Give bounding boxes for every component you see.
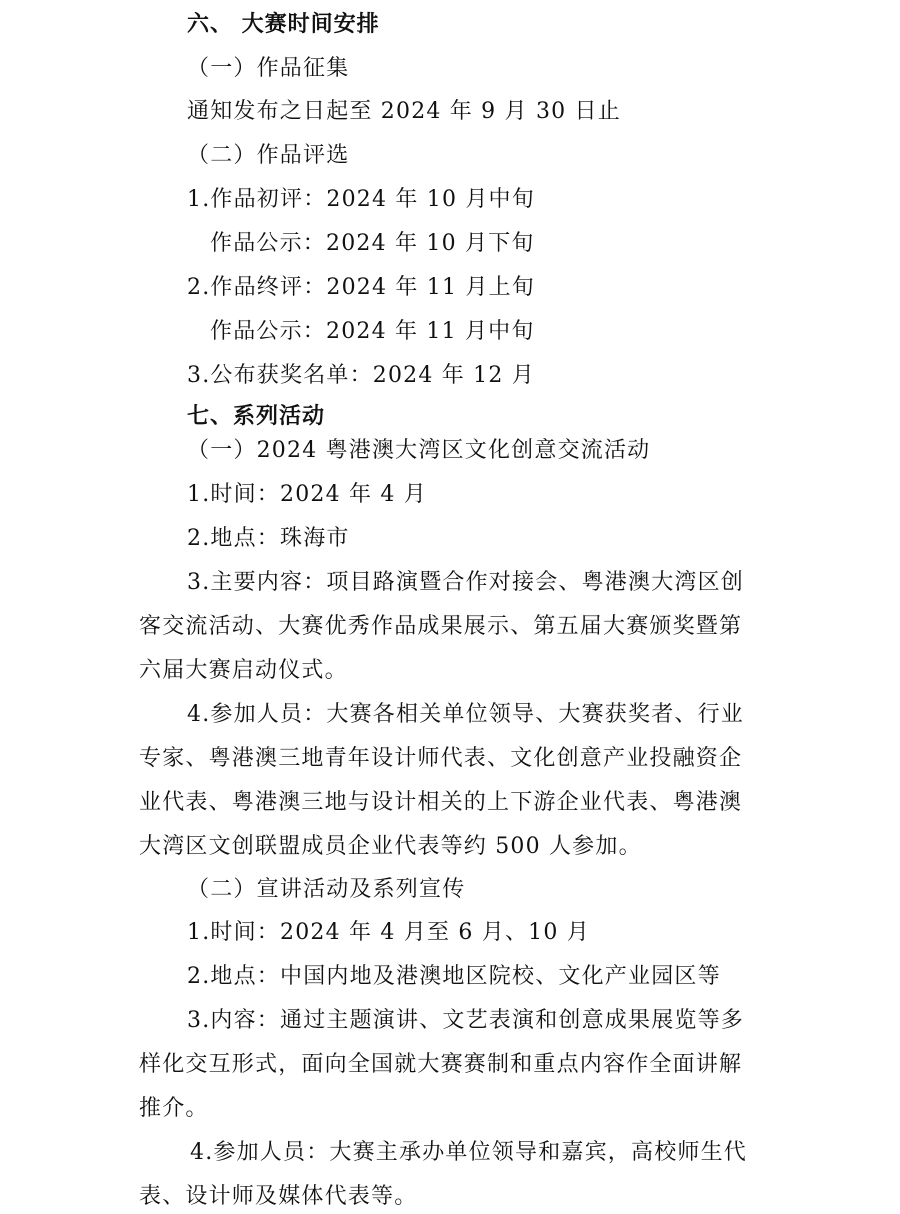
- promotion-time: 1.时间：2024 年 4 月至 6 月、10 月: [187, 920, 590, 945]
- activity-content-line-2: 客交流活动、大赛优秀作品成果展示、第五届大赛颁奖暨第: [139, 614, 743, 639]
- activity-time: 1.时间：2024 年 4 月: [187, 482, 427, 507]
- section-6-heading: 六、 大赛时间安排: [187, 12, 380, 37]
- promotion-content-line-2: 样化交互形式，面向全国就大赛赛制和重点内容作全面讲解: [139, 1052, 743, 1077]
- activity-content-line-1: 3.主要内容：项目路演暨合作对接会、粤港澳大湾区创: [187, 570, 744, 595]
- activity-participants-line-2: 专家、粤港澳三地青年设计师代表、文化创意产业投融资企: [139, 746, 743, 771]
- promotion-location: 2.地点：中国内地及港澳地区院校、文化产业园区等: [187, 964, 721, 989]
- evaluation-item-1: 1.作品初评：2024 年 10 月中旬: [187, 187, 535, 212]
- activity-location: 2.地点：珠海市: [187, 526, 350, 551]
- promotion-content-line-3: 推介。: [139, 1096, 209, 1121]
- evaluation-item-2: 2.作品终评：2024 年 11 月上旬: [187, 275, 535, 300]
- section-7-sub1-heading: （一）2024 粤港澳大湾区文化创意交流活动: [187, 438, 651, 463]
- section-7-heading: 七、系列活动: [187, 404, 326, 429]
- promotion-content-line-1: 3.内容：通过主题演讲、文艺表演和创意成果展览等多: [187, 1008, 744, 1033]
- section-7-sub2-heading: （二）宣讲活动及系列宣传: [187, 877, 466, 902]
- promotion-participants-line-1: 4.参加人员：大赛主承办单位领导和嘉宾，高校师生代: [190, 1140, 747, 1165]
- evaluation-item-2-publicity: 作品公示：2024 年 11 月中旬: [210, 319, 535, 344]
- section-6-sub1-heading: （一）作品征集: [187, 56, 350, 81]
- evaluation-item-3: 3.公布获奖名单：2024 年 12 月: [187, 363, 535, 388]
- collection-period-text: 通知发布之日起至 2024 年 9 月 30 日止: [187, 99, 621, 124]
- activity-participants-line-3: 业代表、粤港澳三地与设计相关的上下游企业代表、粤港澳: [139, 790, 743, 815]
- section-6-sub2-heading: （二）作品评选: [187, 143, 350, 168]
- evaluation-item-1-publicity: 作品公示：2024 年 10 月下旬: [210, 231, 535, 256]
- promotion-participants-line-2: 表、设计师及媒体代表等。: [139, 1184, 418, 1209]
- activity-participants-line-4: 大湾区文创联盟成员企业代表等约 500 人参加。: [139, 834, 642, 859]
- activity-content-line-3: 六届大赛启动仪式。: [139, 658, 348, 683]
- activity-participants-line-1: 4.参加人员：大赛各相关单位领导、大赛获奖者、行业: [187, 702, 744, 727]
